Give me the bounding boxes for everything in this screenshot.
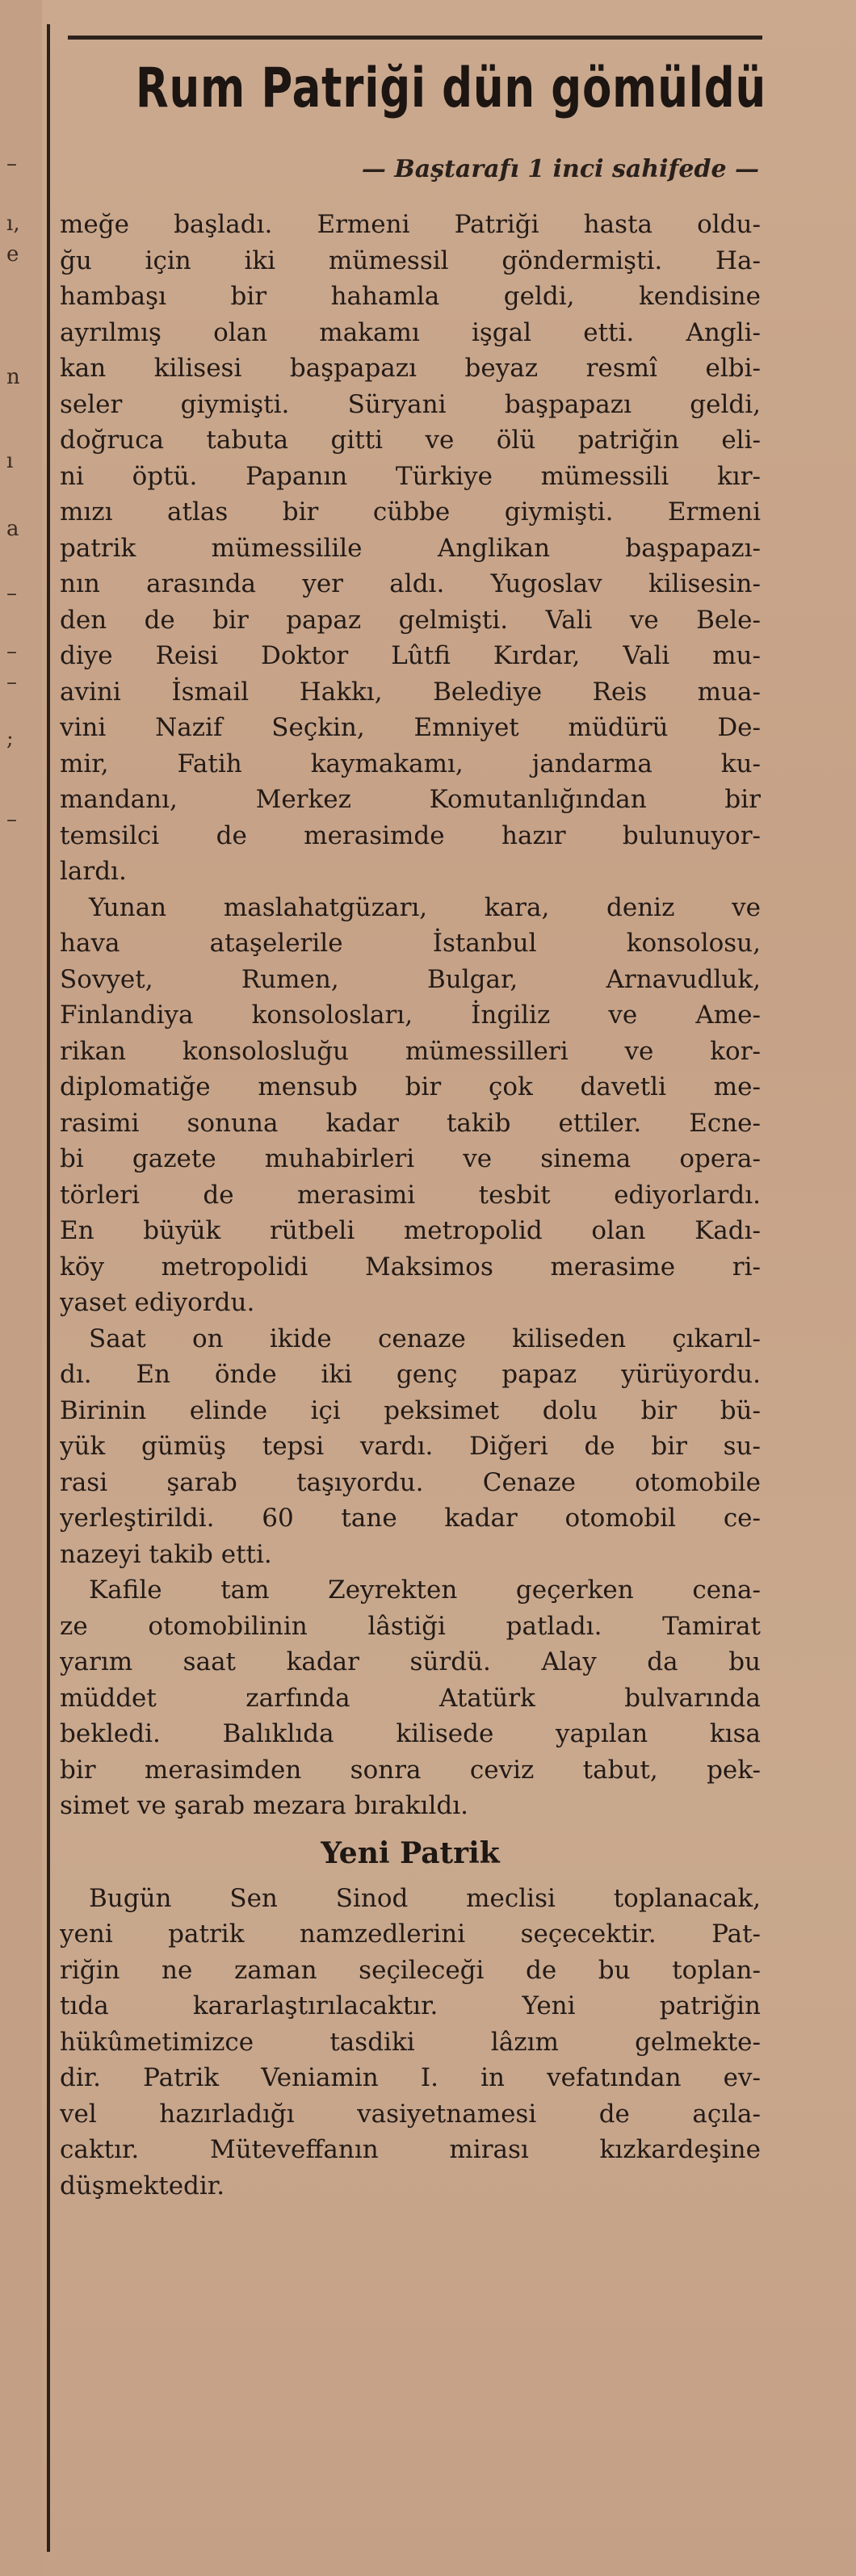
text-line: yarım saat kadar sürdü. Alay da bu [60,1647,761,1676]
margin-fragment: ı [6,449,14,473]
text-line: mızı atlas bir cübbe giymişti. Ermeni [60,497,761,527]
text-line: Finlandiya konsolosları, İngiliz ve Ame- [60,1001,761,1030]
text-line: köy metropolidi Maksimos merasime ri- [60,1252,761,1282]
margin-fragment: – [6,670,17,694]
text-line: temsilci de merasimde hazır bulunuyor- [60,820,761,850]
text-line: hava ataşelerile İstanbul konsolosu, [60,929,761,958]
text-line: Kafile tam Zeyrekten geçerken cena- [89,1575,761,1605]
section-subhead: Yeni Patrik [321,1836,500,1870]
text-line: patrik mümessilile Anglikan başpapazı- [60,533,761,563]
text-line: den de bir papaz gelmişti. Vali ve Bele- [60,605,761,635]
margin-fragment: – [6,808,17,832]
text-line: yeni patrik namzedlerini seçecektir. Pat- [60,1919,761,1949]
text-line: seler giymişti. Süryani başpapazı geldi, [60,389,761,419]
text-line: mandanı, Merkez Komutanlığından bir [60,785,761,814]
text-line: vini Nazif Seçkin, Emniyet müdürü De- [60,713,761,742]
margin-fragment: ; [6,727,14,751]
margin-fragment: a [6,517,19,541]
margin-fragment: – [6,640,17,664]
text-line: rikan konsolosluğu mümessilleri ve kor- [60,1036,761,1066]
paragraph [60,1572,761,1824]
margin-fragment: e [6,242,19,266]
text-line: simet ve şarab mezara bırakıldı. [60,1791,468,1820]
text-line: ğu için iki mümessil göndermişti. Ha- [60,245,761,275]
text-line: doğruca tabuta gitti ve ölü patriğin eli- [60,426,761,455]
text-line: mir, Fatih kaymakamı, jandarma ku- [60,749,761,778]
margin-fragment: – [6,152,17,176]
text-line: hambaşı bir hahamla geldi, kendisine [60,282,761,311]
text-line: diye Reisi Doktor Lûtfi Kırdar, Vali mu- [60,641,761,670]
text-line: Bugün Sen Sinod meclisi toplanacak, [89,1883,761,1913]
text-line: ni öptü. Papanın Türkiye mümessili kır- [60,461,761,491]
text-line: En büyük rütbeli metropolid olan Kadı- [60,1216,761,1245]
text-line: lardı. [60,857,127,886]
text-line: bir merasimden sonra ceviz tabut, pek- [60,1755,761,1785]
text-line: Saat on ikide cenaze kiliseden çıkarıl- [89,1324,761,1353]
column-rule [47,24,50,2552]
text-line: bi gazete muhabirleri ve sinema opera- [60,1144,761,1173]
margin-fragment: ı, [6,212,20,236]
paragraph [60,1881,761,2205]
text-line: avini İsmail Hakkı, Belediye Reis mua- [60,677,761,707]
text-line: yaset ediyordu. [60,1288,255,1317]
text-line: vel hazırladığı vasiyetnamesi de açıla- [60,2099,761,2129]
text-line: meğe başladı. Ermeni Patriği hasta oldu- [60,210,761,239]
text-line: kan kilisesi başpapazı beyaz resmî elbi- [60,354,761,383]
top-rule [68,36,762,40]
text-line: ayrılmış olan makamı işgal etti. Angli- [60,317,761,347]
text-line: Birinin elinde içi peksimet dolu bir bü- [60,1395,761,1425]
text-line: dı. En önde iki genç papaz yürüyordu. [60,1360,761,1389]
text-line: caktır. Müteveffanın mirası kızkardeşine [60,2135,761,2164]
text-line: tıda kararlaştırılacaktır. Yeni patriğin [60,1991,761,2020]
text-line: hükûmetimizce tasdiki lâzım gelmekte- [60,2027,761,2057]
paragraph [60,207,761,890]
article-body [60,207,761,2204]
text-line: Sovyet, Rumen, Bulgar, Arnavudluk, [60,964,761,994]
text-line: Yunan maslahatgüzarı, kara, deniz ve [89,892,761,922]
continuation-note: — Baştarafı 1 inci sahifede — [361,155,759,183]
text-line: diplomatiğe mensub bir çok davetli me- [60,1072,761,1101]
text-line: bekledi. Balıklıda kilisede yapılan kısa [60,1719,761,1748]
text-line: dir. Patrik Veniamin I. in vefatından ev- [60,2063,761,2092]
text-line: riğin ne zaman seçileceği de bu toplan- [60,1955,761,1985]
text-line: törleri de merasimi tesbit ediyorlardı. [60,1180,761,1210]
text-line: yük gümüş tepsi vardı. Diğeri de bir su- [60,1432,761,1461]
text-line: nazeyi takib etti. [60,1539,272,1569]
headline: Rum Patriği dün gömüldü [135,57,767,120]
paragraph [60,890,761,1321]
adjacent-column-strip [0,0,42,2576]
paragraph [60,1321,761,1573]
text-line: yerleştirildi. 60 tane kadar otomobil ce- [60,1504,761,1533]
text-line: rasi şarab taşıyordu. Cenaze otomobile [60,1467,761,1497]
text-line: ze otomobilinin lâstiği patladı. Tamirat [60,1611,761,1641]
text-line: nın arasında yer aldı. Yugoslav kilisesin- [60,569,761,598]
margin-fragment: – [6,581,17,606]
text-line: rasimi sonuna kadar takib ettiler. Ecne- [60,1108,761,1138]
margin-fragment: n [6,365,20,389]
text-line: düşmektedir. [60,2171,225,2201]
text-line: müddet zarfında Atatürk bulvarında [60,1683,761,1713]
